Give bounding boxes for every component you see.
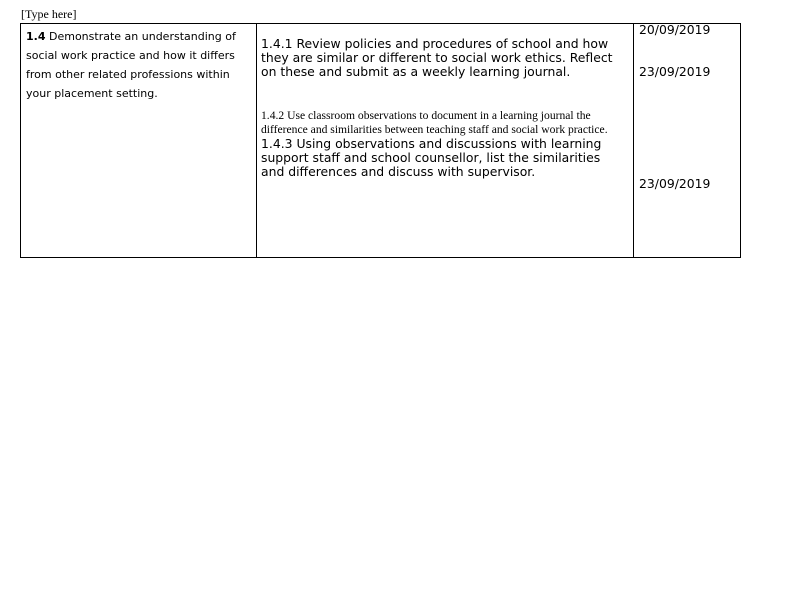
task-1-4-2: 1.4.2 Use classroom observations to document in a learning journal the difference and similarities between teaching staff and social work practice.: [261, 109, 608, 136]
task-1-4-3: 1.4.3 Using observations and discussions with learning support staff and school counsellor, list the similarities and differences and discuss with supervisor.: [261, 136, 602, 179]
table-row: [21, 24, 741, 258]
date-3: 23/09/2019: [639, 176, 711, 191]
outcome-number: 1.4: [26, 30, 46, 43]
header-placeholder: [Type here]: [21, 7, 77, 21]
date-2: 23/09/2019: [639, 64, 711, 79]
outcome-text: Demonstrate an understanding of social work practice and how it differs from other related professions within your placement setting.: [26, 30, 236, 100]
task-1-4-1: 1.4.1 Review policies and procedures of school and how they are similar or different to social work ethics. Reflect on these and submit as a weekly learning journal.: [261, 36, 613, 79]
learning-outcome-table: [20, 23, 741, 258]
dates-cell: [634, 24, 741, 258]
outcome-description: [21, 24, 256, 103]
date-1: 20/09/2019: [639, 22, 711, 37]
tasks-cell: [257, 24, 634, 258]
outcome-cell: [21, 24, 257, 258]
